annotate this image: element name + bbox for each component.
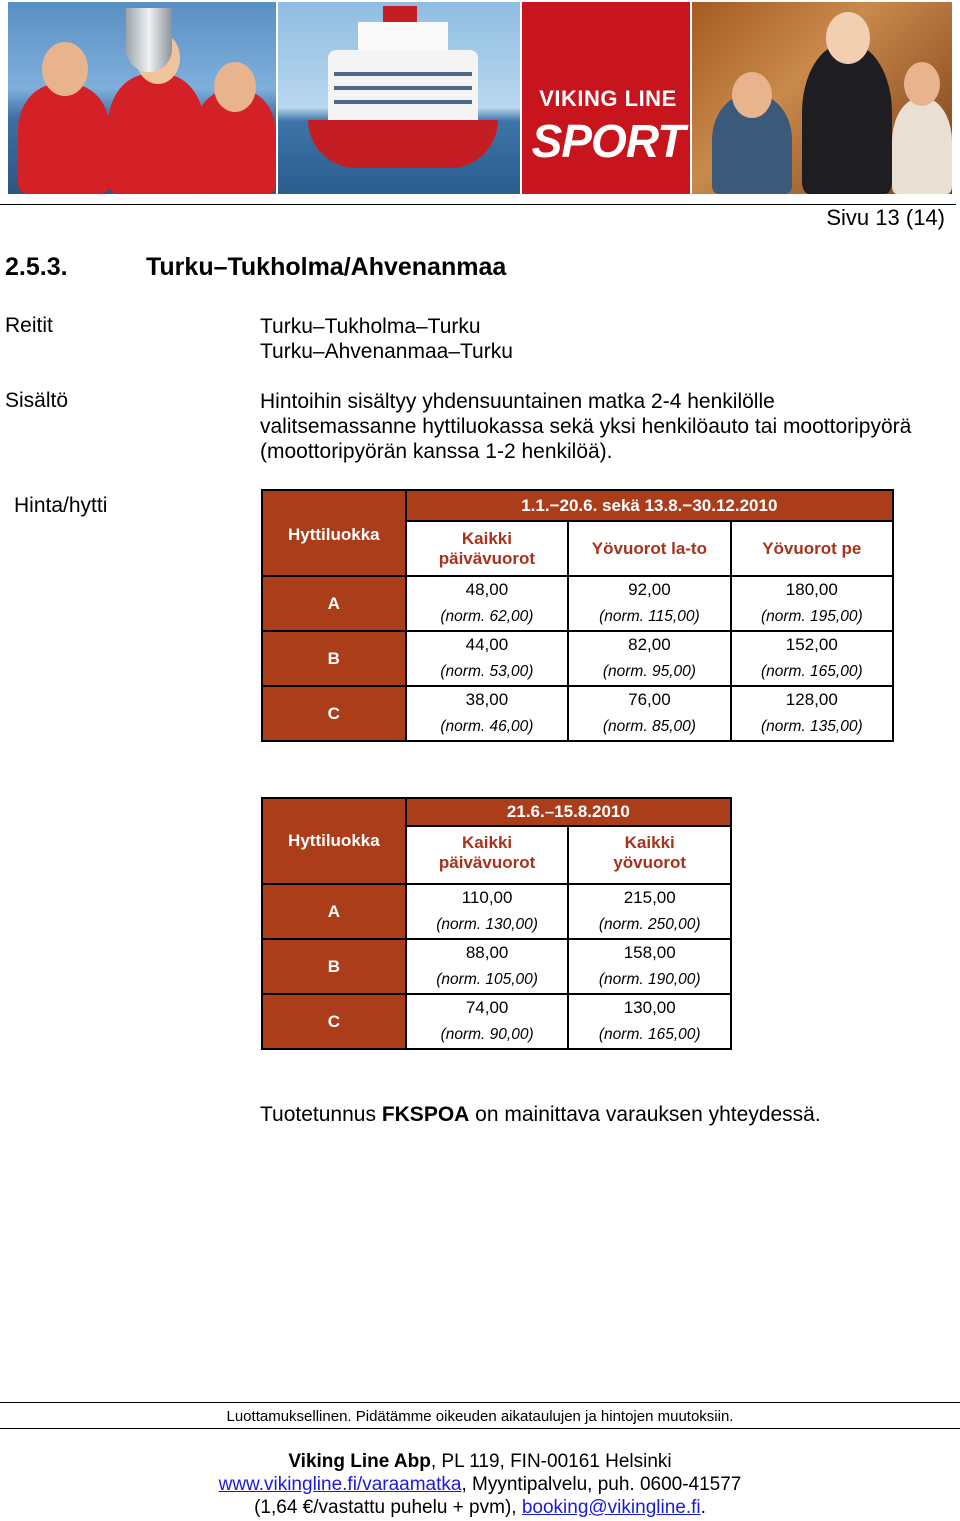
period-header: 21.6.–15.8.2010: [406, 798, 731, 826]
footer-company: Viking Line Abp, PL 119, FIN-00161 Helsinki: [288, 1451, 672, 1472]
footer-disclaimer: Luottamuksellinen. Pidätämme oikeuden aikataulujen ja hintojen muutoksiin.: [226, 1408, 734, 1425]
price-cell: 92,00 (norm. 115,00): [568, 576, 730, 631]
price-table-2: [261, 797, 732, 1050]
page-number: Sivu 13 (14): [826, 205, 945, 230]
price-label: Hinta/hytti: [14, 494, 108, 517]
column-header-night: Kaikki yövuorot: [568, 826, 731, 884]
table-row: [262, 939, 731, 994]
class-header: Hyttiluokka: [262, 490, 406, 576]
price-cell: 180,00 (norm. 195,00): [731, 576, 893, 631]
table-row: [262, 686, 893, 741]
header-banner: [8, 2, 952, 194]
table-row: [262, 884, 731, 939]
price-cell: 130,00 (norm. 165,00): [568, 994, 731, 1049]
price-cell: 76,00 (norm. 85,00): [568, 686, 730, 741]
restaurant-photo: [692, 2, 952, 194]
column-header-night-fri: Yövuorot pe: [731, 521, 893, 576]
price-cell: 48,00 (norm. 62,00): [406, 576, 569, 631]
footer-rule-bottom: [0, 1428, 960, 1429]
table-row: [262, 994, 731, 1049]
price-cell: 110,00 (norm. 130,00): [406, 884, 569, 939]
price-cell: 74,00 (norm. 90,00): [406, 994, 569, 1049]
header-rule: [0, 204, 956, 205]
content-line-3: (moottoripyörän kanssa 1-2 henkilöä).: [260, 440, 613, 463]
class-header: Hyttiluokka: [262, 798, 406, 884]
footer-web-phone: www.vikingline.fi/varaamatka, Myyntipalvelu, puh. 0600-41577: [218, 1474, 742, 1495]
table-row: [262, 576, 893, 631]
period-header: 1.1.−20.6. sekä 13.8.−30.12.2010: [406, 490, 893, 521]
price-cell: 88,00 (norm. 105,00): [406, 939, 569, 994]
cabin-class: B: [262, 939, 406, 994]
section-title: Turku–Tukholma/Ahvenanmaa: [146, 253, 507, 281]
column-header-day: Kaikki päivävuorot: [406, 521, 569, 576]
routes-line-2: Turku–Ahvenanmaa–Turku: [260, 340, 513, 363]
price-cell: 158,00 (norm. 190,00): [568, 939, 731, 994]
cabin-class: A: [262, 576, 406, 631]
price-cell: 82,00 (norm. 95,00): [568, 631, 730, 686]
ship-photo: [278, 2, 520, 194]
footer-price-email: (1,64 €/vastattu puhelu + pvm), booking@vikingline.fi.: [254, 1497, 706, 1518]
price-cell: 38,00 (norm. 46,00): [406, 686, 569, 741]
routes-label: Reitit: [5, 314, 53, 337]
column-header-day: Kaikki päivävuorot: [406, 826, 569, 884]
product-code-note: Tuotetunnus FKSPOA on mainittava varauksen yhteydessä.: [260, 1103, 821, 1126]
price-cell: 128,00 (norm. 135,00): [731, 686, 893, 741]
cabin-class: C: [262, 686, 406, 741]
cabin-class: A: [262, 884, 406, 939]
content-line-2: valitsemassanne hyttiluokassa sekä yksi henkilöauto tai moottoripyörä: [260, 415, 912, 438]
routes-line-1: Turku–Tukholma–Turku: [260, 315, 481, 338]
price-cell: 44,00 (norm. 53,00): [406, 631, 569, 686]
website-link[interactable]: www.vikingline.fi/varaamatka: [218, 1474, 462, 1495]
price-table-1: [261, 489, 894, 742]
price-cell: 215,00 (norm. 250,00): [568, 884, 731, 939]
cabin-class: B: [262, 631, 406, 686]
cabin-class: C: [262, 994, 406, 1049]
content-line-1: Hintoihin sisältyy yhdensuuntainen matka 2-4 henkilölle: [260, 390, 775, 413]
product-code: FKSPOA: [381, 1103, 470, 1126]
content-label: Sisältö: [5, 389, 69, 412]
email-link[interactable]: booking@vikingline.fi: [521, 1497, 701, 1518]
section-number: 2.5.3.: [5, 253, 68, 281]
viking-line-sport-logo: VIKING LINE SPORT: [522, 2, 690, 194]
price-cell: 152,00 (norm. 165,00): [731, 631, 893, 686]
table-row: [262, 631, 893, 686]
column-header-night-sat-thu: Yövuorot la-to: [568, 521, 730, 576]
footer-rule-top: [0, 1402, 960, 1403]
trophy-kids-photo: [8, 2, 276, 194]
